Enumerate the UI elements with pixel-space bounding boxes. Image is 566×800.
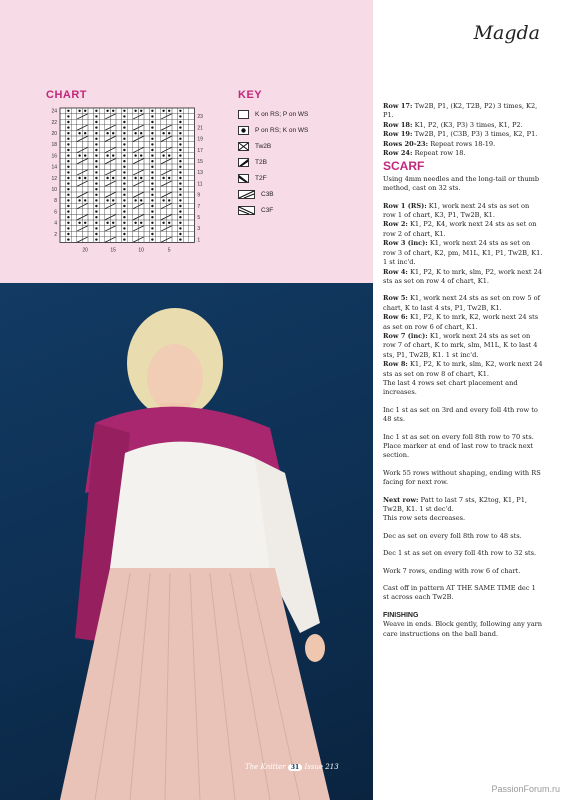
purl-dot [123, 188, 125, 190]
purl-dot [151, 171, 153, 173]
purl-dot [67, 166, 69, 168]
purl-dot [151, 233, 153, 235]
purl-dot [123, 166, 125, 168]
purl-dot [151, 166, 153, 168]
purl-dot [179, 177, 181, 179]
purl-dot [95, 199, 97, 201]
purl-dot [106, 222, 108, 224]
row-number-left: 4 [54, 220, 57, 227]
purl-dot [140, 110, 142, 112]
finishing-heading: FINISHING [383, 611, 419, 619]
row-number-right: 1 [197, 237, 201, 244]
purl-dot [95, 121, 97, 123]
purl-dot [95, 222, 97, 224]
purl-dot [123, 238, 125, 240]
chart-heading: CHART [46, 89, 87, 101]
last-4-rows-note: The last 4 rows set chart placement and increases. [383, 378, 518, 397]
purl-dot [179, 110, 181, 112]
key-item [238, 202, 368, 218]
key-item [238, 186, 368, 202]
purl-dot [84, 110, 86, 112]
purl-dot [78, 222, 80, 224]
scarf-row-7: Row 7 (inc): K1, work next 24 sts as set on row 7 of chart, K to mrk, slm, M1L, K to last 4 sts, P1, Tw2B, K1. 1 st inc'd. [383, 331, 538, 359]
purl-dot [151, 199, 153, 201]
purl-dot [179, 132, 181, 134]
purl-dot [95, 210, 97, 212]
row-24: Row 24: Repeat row 18. [383, 149, 466, 158]
page-footer [245, 763, 339, 771]
row-number-left: 6 [54, 209, 57, 216]
purl-dot [179, 138, 181, 140]
row-number-left: 8 [54, 198, 57, 205]
column-number: 20 [82, 247, 88, 254]
purl-dot [134, 177, 136, 179]
row-number-left: 20 [51, 131, 57, 137]
purl-dot [95, 115, 97, 117]
purl-dot [67, 205, 69, 207]
purl-dot [123, 199, 125, 201]
empty-square-icon [238, 110, 249, 119]
purl-dot [123, 132, 125, 134]
scarf-row-5: Row 5: K1, work next 24 sts as set on row 5 of chart, K to last 4 sts, P1, Tw2B, K1. [383, 294, 541, 312]
purl-dot [179, 227, 181, 229]
purl-dot [123, 177, 125, 179]
purl-dot [179, 149, 181, 151]
purl-dot [95, 205, 97, 207]
purl-dot [151, 182, 153, 184]
dot-square-icon [238, 126, 249, 135]
watermark: PassionForum.ru [491, 784, 560, 794]
row-number-left: 2 [54, 231, 57, 238]
next-row: Next row: Patt to last 7 sts, K2tog, K1, P1, Tw2B, K1. 1 st dec'd. [383, 495, 528, 514]
purl-dot [179, 210, 181, 212]
purl-dot [179, 121, 181, 123]
purl-dot [151, 149, 153, 151]
column-number: 15 [110, 247, 116, 254]
work-7-rows: Work 7 rows, ending with row 6 of chart. [383, 566, 521, 575]
row-number-left: 18 [51, 142, 57, 149]
purl-dot [179, 222, 181, 224]
purl-dot [168, 177, 170, 179]
purl-dot [78, 132, 80, 134]
purl-dot [84, 177, 86, 179]
purl-dot [151, 115, 153, 117]
purl-dot [179, 233, 181, 235]
key-label: K on RS; P on WS [255, 110, 309, 118]
row-number-left: 16 [51, 153, 57, 160]
key-item [238, 170, 368, 186]
purl-dot [162, 177, 164, 179]
row-number-left: 22 [51, 119, 57, 126]
key-label: C3B [261, 190, 274, 198]
c3f-icon [238, 206, 255, 215]
row-number-right: 21 [197, 125, 203, 132]
purl-dot [106, 177, 108, 179]
purl-dot [123, 222, 125, 224]
purl-dot [179, 126, 181, 128]
purl-dot [67, 194, 69, 196]
purl-dot [67, 160, 69, 162]
purl-dot [162, 132, 164, 134]
purl-dot [179, 188, 181, 190]
next-row-note: This row sets decreases. [383, 514, 466, 523]
page-number: 31 [288, 764, 302, 771]
purl-dot [162, 222, 164, 224]
pattern-instructions [383, 102, 543, 647]
purl-dot [78, 177, 80, 179]
scarf-heading: SCARF [383, 159, 425, 174]
model-illustration [0, 283, 373, 800]
purl-dot [67, 233, 69, 235]
purl-dot [162, 199, 164, 201]
purl-dot [95, 110, 97, 112]
purl-dot [67, 110, 69, 112]
scarf-intro: Using 4mm needles and the long-tail or thumb method, cast on 32 sts. [383, 174, 540, 193]
purl-dot [179, 216, 181, 218]
purl-dot [95, 154, 97, 156]
purl-dot [140, 154, 142, 156]
purl-dot [95, 188, 97, 190]
row-number-right: 9 [197, 192, 201, 199]
row-number-right: 23 [197, 114, 203, 121]
purl-dot [67, 222, 69, 224]
scarf-row-8: Row 8: K1, P2, K to mrk, slm, K2, work next 24 sts as set on row 8 of chart, K1. [383, 360, 543, 378]
scarf-row-2: Row 2: K1, P2, K4, work next 24 sts as set on row 2 of chart, K1. [383, 220, 537, 238]
purl-dot [67, 210, 69, 212]
decrease-2: Dec 1 st as set on every foll 4th row to 32 sts. [383, 549, 537, 558]
purl-dot [95, 238, 97, 240]
purl-dot [67, 154, 69, 156]
work-55-rows: Work 55 rows without shaping, ending with RS facing for next row. [383, 468, 541, 487]
key-label: P on RS; K on WS [255, 126, 309, 134]
purl-dot [67, 216, 69, 218]
purl-dot [168, 222, 170, 224]
increase-2: Inc 1 st as set on every foll 8th row to 70 sts. Place marker at end of last row to track next section. [383, 432, 534, 460]
purl-dot [179, 199, 181, 201]
key-item [238, 154, 368, 170]
row-number-right: 19 [197, 136, 203, 143]
purl-dot [123, 149, 125, 151]
purl-dot [179, 160, 181, 162]
purl-dot [151, 216, 153, 218]
key-label: C3F [261, 206, 274, 214]
purl-dot [179, 194, 181, 196]
purl-dot [95, 126, 97, 128]
row-19: Row 19: Tw2B, P1, (C3B, P3) 3 times, K2, P1. [383, 130, 538, 139]
purl-dot [140, 177, 142, 179]
decrease-1: Dec as set on every foll 8th row to 48 sts. [383, 531, 522, 540]
purl-dot [123, 160, 125, 162]
purl-dot [123, 110, 125, 112]
purl-dot [151, 143, 153, 145]
rows-20-23: Rows 20-23: Repeat rows 18-19. [383, 139, 496, 148]
purl-dot [123, 227, 125, 229]
scarf-row-6: Row 6: K1, P2, K to mrk, K2, work next 24 sts as set on row 6 of chart, K1. [383, 313, 539, 331]
purl-dot [179, 238, 181, 240]
purl-dot [67, 238, 69, 240]
purl-dot [151, 205, 153, 207]
purl-dot [123, 121, 125, 123]
purl-dot [151, 160, 153, 162]
purl-dot [168, 154, 170, 156]
magazine-name: The Knitter [245, 763, 286, 771]
purl-dot [78, 110, 80, 112]
purl-dot [95, 149, 97, 151]
purl-dot [95, 177, 97, 179]
row-number-right: 17 [197, 147, 203, 154]
purl-dot [179, 154, 181, 156]
purl-dot [168, 132, 170, 134]
purl-dot [112, 222, 114, 224]
row-number-right: 3 [197, 226, 201, 233]
purl-dot [151, 121, 153, 123]
purl-dot [151, 177, 153, 179]
purl-dot [162, 110, 164, 112]
purl-dot [123, 194, 125, 196]
purl-dot [84, 199, 86, 201]
column-number: 5 [167, 247, 171, 254]
purl-dot [84, 222, 86, 224]
page-title: Magda [473, 22, 540, 44]
purl-dot [67, 188, 69, 190]
purl-dot [151, 210, 153, 212]
purl-dot [168, 110, 170, 112]
purl-dot [78, 199, 80, 201]
purl-dot [67, 121, 69, 123]
purl-dot [95, 233, 97, 235]
purl-dot [112, 199, 114, 201]
row-number-right: 5 [197, 215, 201, 221]
purl-dot [151, 238, 153, 240]
purl-dot [123, 115, 125, 117]
purl-dot [151, 126, 153, 128]
key-label: T2F [255, 174, 267, 182]
purl-dot [67, 126, 69, 128]
purl-dot [67, 177, 69, 179]
purl-dot [134, 132, 136, 134]
row-number-right: 7 [197, 203, 201, 210]
purl-dot [95, 194, 97, 196]
purl-dot [151, 138, 153, 140]
increase-1: Inc 1 st as set on 3rd and every foll 4th row to 48 sts. [383, 405, 538, 424]
purl-dot [179, 205, 181, 207]
purl-dot [95, 166, 97, 168]
row-number-right: 13 [197, 170, 203, 177]
model-photo [0, 283, 373, 800]
row-17: Row 17: Tw2B, P1, (K2, T2B, P2) 3 times, K2, P1. [383, 102, 538, 120]
purl-dot [95, 216, 97, 218]
row-number-left: 12 [51, 175, 57, 182]
purl-dot [140, 222, 142, 224]
column-number: 10 [138, 247, 144, 254]
purl-dot [162, 154, 164, 156]
purl-dot [179, 182, 181, 184]
purl-dot [134, 110, 136, 112]
scarf-row-3: Row 3 (inc): K1, work next 24 sts as set on row 3 of chart, K2, pm, M1L, K1, P1, Tw2B, K1. 1 st inc'd. [383, 239, 543, 267]
purl-dot [112, 132, 114, 134]
t2b-icon [238, 158, 249, 167]
purl-dot [123, 205, 125, 207]
purl-dot [67, 115, 69, 117]
purl-dot [140, 132, 142, 134]
purl-dot [140, 199, 142, 201]
purl-dot [106, 132, 108, 134]
purl-dot [95, 227, 97, 229]
purl-dot [67, 199, 69, 201]
purl-dot [67, 149, 69, 151]
purl-dot [123, 233, 125, 235]
purl-dot [168, 199, 170, 201]
purl-dot [123, 143, 125, 145]
c3b-icon [238, 190, 255, 199]
purl-dot [123, 138, 125, 140]
key-label: T2B [255, 158, 267, 166]
key-item [238, 138, 368, 154]
purl-dot [106, 199, 108, 201]
purl-dot [179, 171, 181, 173]
row-number-left: 10 [51, 187, 57, 193]
cast-off: Cast off in pattern AT THE SAME TIME dec 1 st across each Tw2B. [383, 584, 536, 602]
key-item [238, 106, 368, 122]
purl-dot [134, 154, 136, 156]
row-18: Row 18: K1, P2, (K3, P3) 3 times, K1, P2. [383, 120, 523, 129]
purl-dot [84, 154, 86, 156]
purl-dot [95, 138, 97, 140]
purl-dot [151, 110, 153, 112]
purl-dot [78, 154, 80, 156]
row-number-right: 15 [197, 159, 203, 165]
purl-dot [95, 132, 97, 134]
purl-dot [123, 182, 125, 184]
purl-dot [123, 126, 125, 128]
purl-dot [95, 160, 97, 162]
purl-dot [95, 182, 97, 184]
purl-dot [95, 171, 97, 173]
purl-dot [106, 154, 108, 156]
purl-dot [106, 110, 108, 112]
key-label: Tw2B [255, 142, 272, 150]
purl-dot [67, 171, 69, 173]
purl-dot [151, 132, 153, 134]
purl-dot [67, 227, 69, 229]
purl-dot [67, 138, 69, 140]
purl-dot [67, 182, 69, 184]
purl-dot [67, 132, 69, 134]
purl-dot [84, 132, 86, 134]
purl-dot [112, 110, 114, 112]
purl-dot [179, 115, 181, 117]
scarf-row-1: Row 1 (RS): K1, work next 24 sts as set on row 1 of chart, K3, P1, Tw2B, K1. [383, 201, 530, 220]
key-heading: KEY [238, 89, 263, 101]
purl-dot [179, 143, 181, 145]
finishing-text: Weave in ends. Block gently, following any yarn care instructions on the ball band. [383, 620, 543, 638]
tw2b-icon [238, 142, 249, 151]
purl-dot [123, 154, 125, 156]
key-item [238, 122, 368, 138]
purl-dot [179, 166, 181, 168]
purl-dot [134, 222, 136, 224]
purl-dot [134, 199, 136, 201]
purl-dot [151, 194, 153, 196]
purl-dot [151, 188, 153, 190]
purl-dot [123, 171, 125, 173]
issue-number: Issue 213 [304, 763, 339, 771]
purl-dot [95, 143, 97, 145]
chart-key [238, 106, 368, 218]
purl-dot [112, 177, 114, 179]
purl-dot [112, 154, 114, 156]
knitting-chart [46, 104, 214, 262]
t2f-icon [238, 174, 249, 183]
row-number-left: 24 [51, 108, 57, 115]
purl-dot [123, 216, 125, 218]
purl-dot [151, 154, 153, 156]
row-number-left: 14 [51, 164, 57, 171]
scarf-row-4: Row 4: K1, P2, K to mrk, slm, P2, work next 24 sts as set on row 4 of chart, K1. [383, 267, 543, 285]
purl-dot [123, 210, 125, 212]
purl-dot [151, 227, 153, 229]
purl-dot [151, 222, 153, 224]
chart-grid [46, 104, 214, 262]
row-number-right: 11 [197, 181, 203, 188]
purl-dot [67, 143, 69, 145]
